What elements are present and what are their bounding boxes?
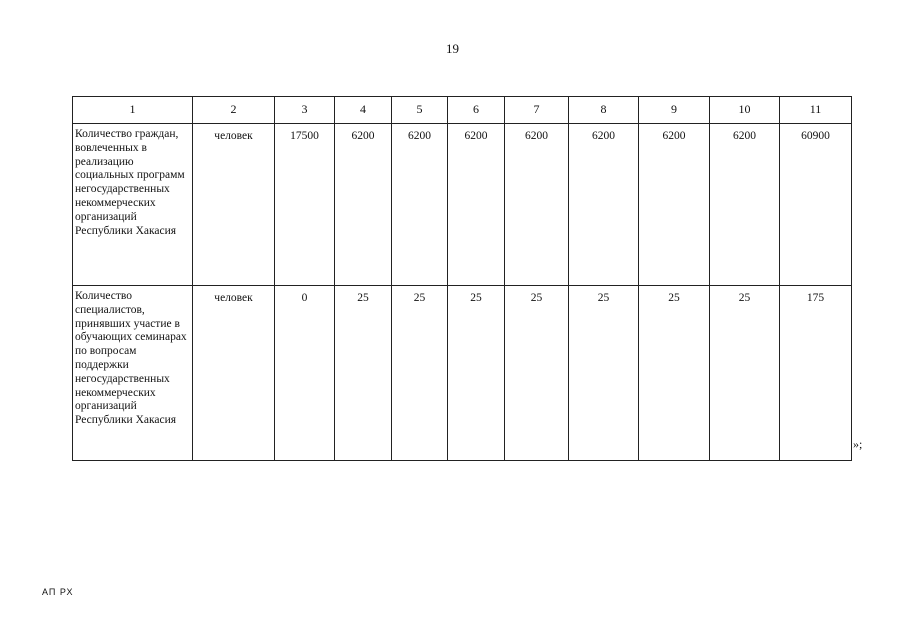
value-cell: 25 [392,286,448,461]
column-number-header: 9 [639,97,710,124]
indicator-description: Количество специалистов, принявших участие в обучающих семинарах по вопросам поддержки негосударственных некоммерческих организаций Республики Хакасия [73,286,193,461]
total-cell: 175 [780,286,852,461]
indicators-table [72,96,852,461]
value-cell: 25 [569,286,639,461]
unit-cell: человек [193,286,275,461]
value-cell: 25 [448,286,505,461]
table-row [73,286,852,461]
column-number-header: 3 [275,97,335,124]
value-cell: 6200 [505,124,569,286]
unit-cell: человек [193,124,275,286]
column-number-header: 10 [710,97,780,124]
value-cell: 25 [505,286,569,461]
value-cell: 6200 [639,124,710,286]
value-cell: 25 [335,286,392,461]
value-cell: 6200 [392,124,448,286]
value-cell: 6200 [710,124,780,286]
column-number-header: 11 [780,97,852,124]
closing-quote-mark: »; [853,437,863,451]
value-cell: 17500 [275,124,335,286]
column-number-header: 8 [569,97,639,124]
value-cell: 0 [275,286,335,461]
value-cell: 6200 [335,124,392,286]
value-cell: 6200 [569,124,639,286]
column-number-header: 4 [335,97,392,124]
page-number: 19 [446,41,459,56]
column-number-header: 5 [392,97,448,124]
table-header-row [73,97,852,124]
column-number-header: 7 [505,97,569,124]
value-cell: 25 [710,286,780,461]
column-number-header: 1 [73,97,193,124]
column-number-header: 6 [448,97,505,124]
table-row [73,124,852,286]
indicator-description: Количество граждан, вовлеченных в реализацию социальных программ негосударственных некоммерческих организаций Республики Хакасия [73,124,193,286]
value-cell: 6200 [448,124,505,286]
total-cell: 60900 [780,124,852,286]
value-cell: 25 [639,286,710,461]
footer-mark: АП РХ [42,587,74,597]
column-number-header: 2 [193,97,275,124]
